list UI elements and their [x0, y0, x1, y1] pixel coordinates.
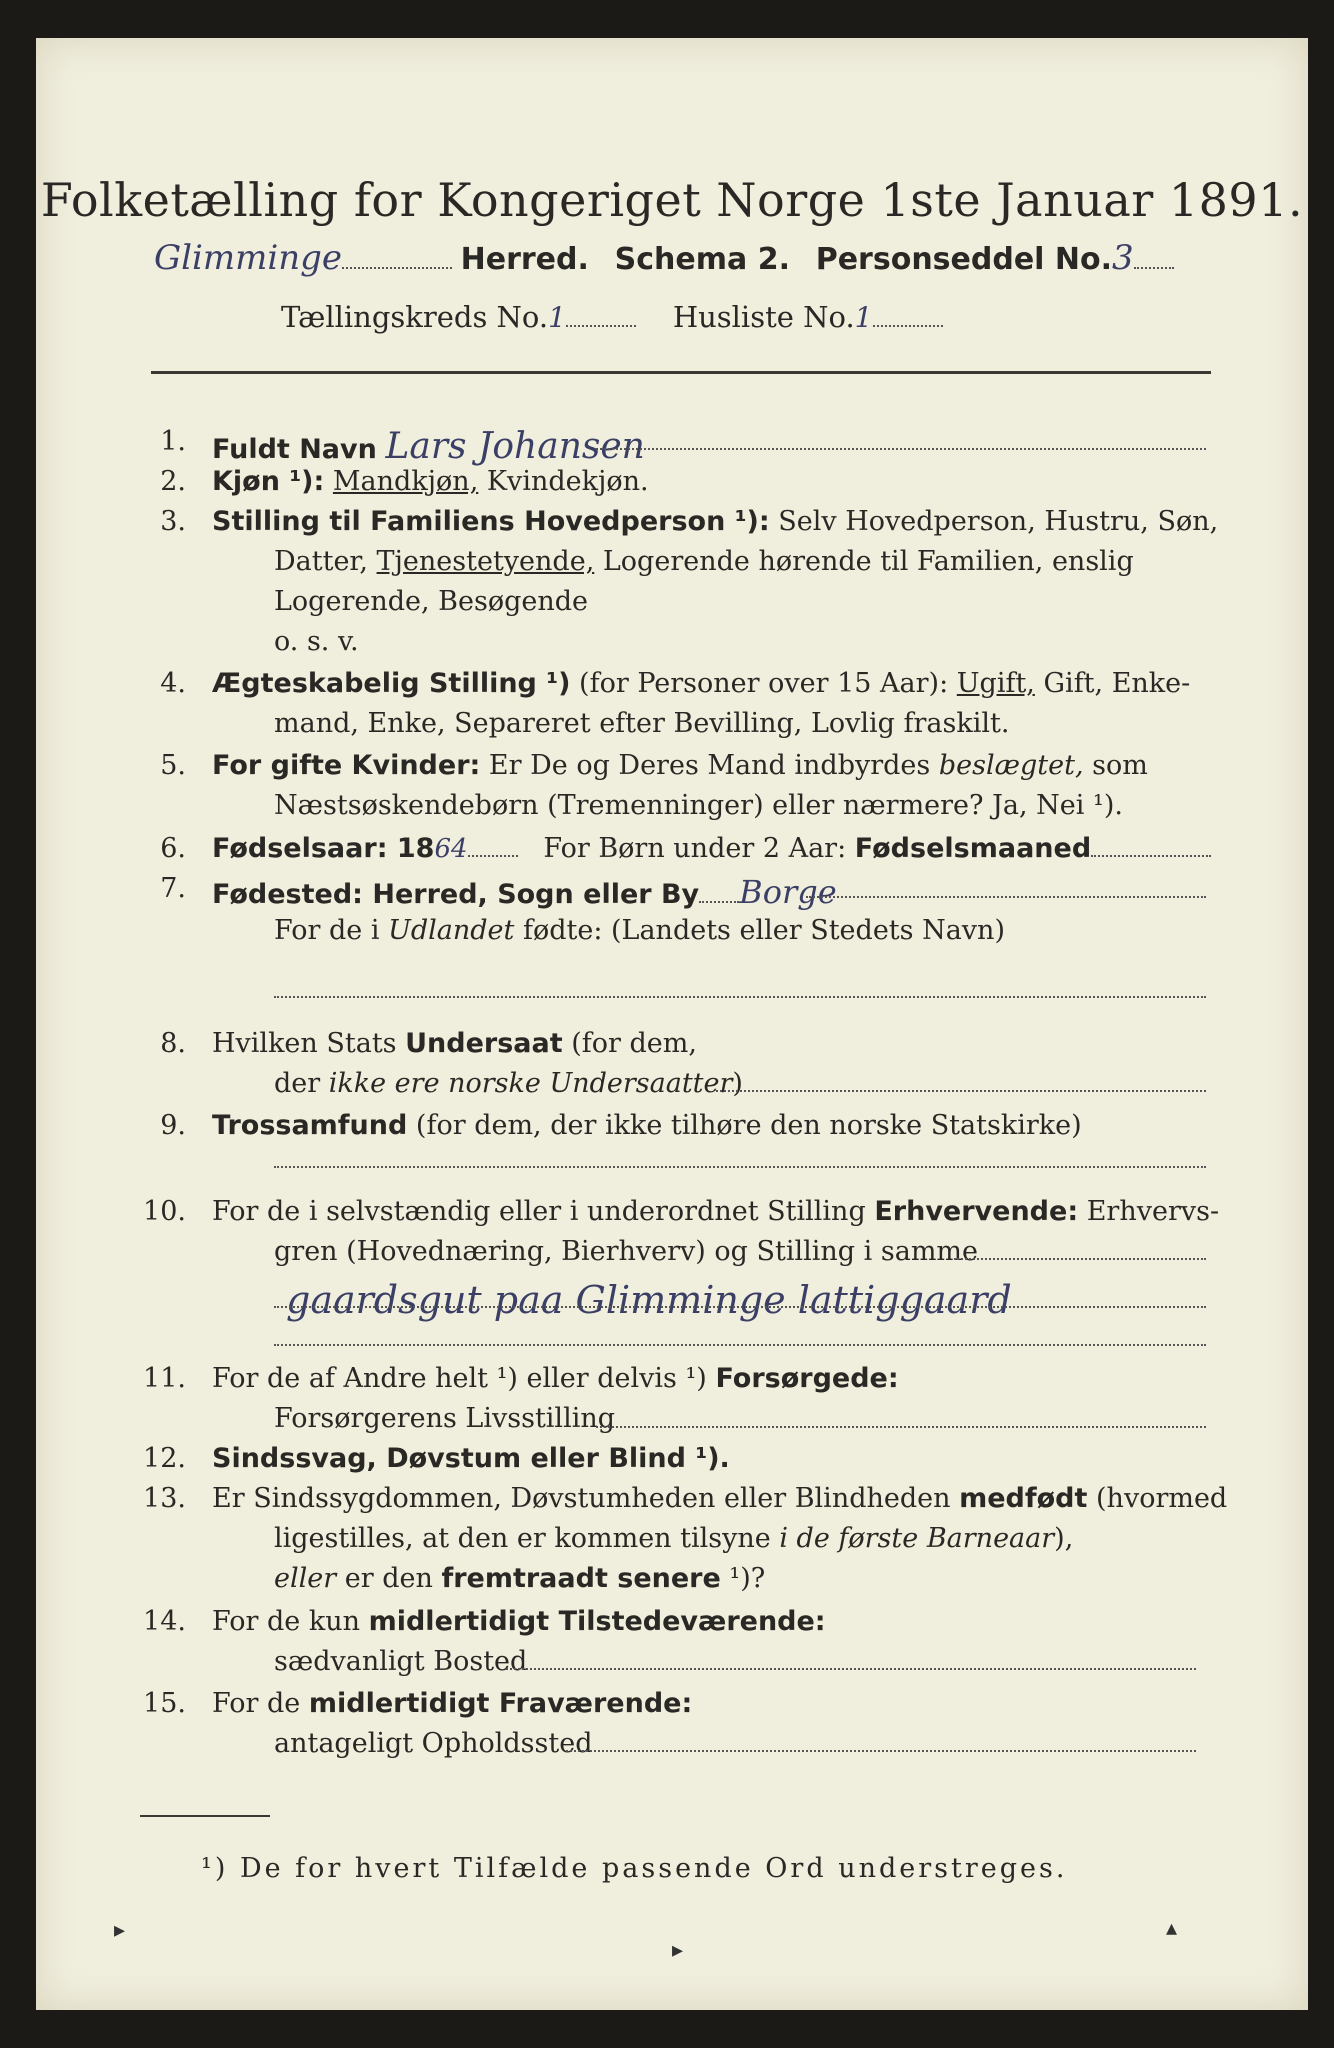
item-13-line-3: eller er den fremtraadt senere ¹)? — [274, 1563, 766, 1594]
item-15-line-1: For de midlertidigt Fraværende: — [212, 1688, 693, 1719]
footnote: ¹) De for hvert Tilfælde passende Ord understreges. — [201, 1853, 1068, 1884]
item-3-line-4: o. s. v. — [274, 626, 359, 657]
item-7-line-2: For de i Udlandet fødte: (Landets eller Stedets Navn) — [274, 915, 1005, 946]
item-7-value: Borge — [739, 873, 837, 911]
item-1-number: 1. — [160, 426, 186, 457]
item-6: Fødselsaar: 1864 For Børn under 2 Aar: Fødselsmaaned — [212, 833, 1211, 864]
item-3-label: Stilling til Familiens Hovedperson ¹): — [212, 506, 770, 537]
item-5-number: 5. — [160, 750, 186, 781]
item-3-underlined-choice: Tjenestetyende, — [376, 546, 595, 577]
item-9-label: Trossamfund — [212, 1110, 408, 1141]
item-6-number: 6. — [160, 833, 186, 864]
item-7-label: Fødested: Herred, Sogn eller By — [212, 879, 700, 910]
item-13-line-2: ligestilles, at den er kommen tilsyne i de første Barneaar), — [274, 1523, 1074, 1554]
item-8-line-1: Hvilken Stats Undersaat (for dem, — [212, 1028, 697, 1059]
item-8-line-2: der ikke ere norske Undersaatter) — [274, 1068, 743, 1099]
item-4-number: 4. — [160, 668, 186, 699]
herred-value: Glimminge — [154, 238, 343, 278]
item-6-label: Fødselsaar: 18 — [212, 833, 435, 864]
item-14-line-1: For de kun midlertidigt Tilstedeværende: — [212, 1606, 826, 1637]
item-10-number: 10. — [143, 1196, 186, 1227]
item-2-option-male: Mandkjøn, — [332, 466, 479, 497]
item-6-value: 64 — [434, 834, 468, 864]
schema-label: Schema 2. — [614, 242, 790, 277]
item-1-value: Lars Johansen — [385, 426, 645, 467]
item-4-line-2: mand, Enke, Separeret efter Bevilling, Lovlig fraskilt. — [274, 708, 1010, 739]
husliste-value: 1 — [854, 301, 873, 334]
herred-line — [154, 238, 1174, 278]
item-3-line-2: Datter, Tjenestetyende, Logerende hørende til Familien, enslig — [274, 546, 1134, 577]
kreds-line — [281, 300, 943, 334]
item-7-line-1 — [212, 873, 837, 911]
footnote-rule — [140, 1815, 270, 1817]
corner-mark-left: ▸ — [114, 1918, 126, 1943]
item-3-line-1: Stilling til Familiens Hovedperson ¹): Selv Hovedperson, Hustru, Søn, — [212, 506, 1219, 537]
herred-label: Herred. — [460, 242, 589, 277]
item-2-label: Kjøn ¹): — [212, 466, 325, 497]
item-4-underlined-choice: Ugift, — [956, 668, 1035, 699]
item-5-line-2: Næstsøskendebørn (Tremenninger) eller nærmere? Ja, Nei ¹). — [274, 790, 1123, 821]
item-10-line-2: gren (Hovednæring, Bierhverv) og Stilling i samme — [274, 1236, 979, 1267]
item-11-number: 11. — [143, 1363, 186, 1394]
corner-mark-center: ▸ — [672, 1938, 684, 1963]
item-9-line-1: Trossamfund (for dem, der ikke tilhøre den norske Statskirke) — [212, 1110, 1082, 1141]
form-title: Folketælling for Kongeriget Norge 1ste Januar 1891. — [40, 173, 1304, 227]
header-rule — [151, 371, 1211, 374]
item-15-line-2: antageligt Opholdssted — [274, 1728, 593, 1759]
item-3-line-3: Logerende, Besøgende — [274, 586, 588, 617]
corner-mark-right: ▴ — [1166, 1916, 1178, 1941]
item-4-label: Ægteskabelig Stilling ¹) — [212, 668, 571, 699]
personseddel-value: 3 — [1112, 238, 1134, 278]
item-13-line-1: Er Sindssygdommen, Døvstumheden eller Blindheden medfødt (hvormed — [212, 1483, 1228, 1514]
item-11-line-1: For de af Andre helt ¹) eller delvis ¹) Forsørgede: — [212, 1363, 899, 1394]
item-10-value: gaardsgut paa Glimminge lattiggaard — [286, 1278, 1012, 1322]
item-2-option-female: Kvindekjøn. — [486, 466, 649, 497]
item-5-label: For gifte Kvinder: — [212, 750, 481, 781]
item-8-number: 8. — [160, 1028, 186, 1059]
item-15-number: 15. — [143, 1688, 186, 1719]
item-5-line-1: For gifte Kvinder: Er De og Deres Mand indbyrdes beslægtet, som — [212, 750, 1148, 781]
item-13-number: 13. — [143, 1483, 186, 1514]
item-7-number: 7. — [160, 873, 186, 904]
kreds-value: 1 — [548, 301, 566, 334]
item-14-number: 14. — [143, 1606, 186, 1637]
item-10-line-1: For de i selvstændig eller i underordnet Stilling Erhvervende: Erhvervs- — [212, 1196, 1220, 1227]
item-9-number: 9. — [160, 1110, 186, 1141]
item-12-number: 12. — [143, 1443, 186, 1474]
census-form — [36, 38, 1308, 2010]
item-2-number: 2. — [160, 466, 186, 497]
item-1-label: Fuldt Navn — [212, 434, 377, 465]
kreds-label: Tællingskreds No. — [281, 300, 549, 334]
item-3-number: 3. — [160, 506, 186, 537]
item-14-line-2: sædvanligt Bosted — [274, 1646, 528, 1677]
item-12-label: Sindssvag, Døvstum eller Blind ¹). — [212, 1443, 730, 1474]
husliste-label: Husliste No. — [672, 300, 855, 334]
item-11-line-2: Forsørgerens Livsstilling — [274, 1403, 616, 1434]
item-4-line-1: Ægteskabelig Stilling ¹) (for Personer over 15 Aar): Ugift, Gift, Enke- — [212, 668, 1191, 699]
item-2 — [212, 466, 649, 497]
personseddel-label: Personseddel No. — [815, 242, 1113, 277]
item-1 — [212, 426, 645, 467]
